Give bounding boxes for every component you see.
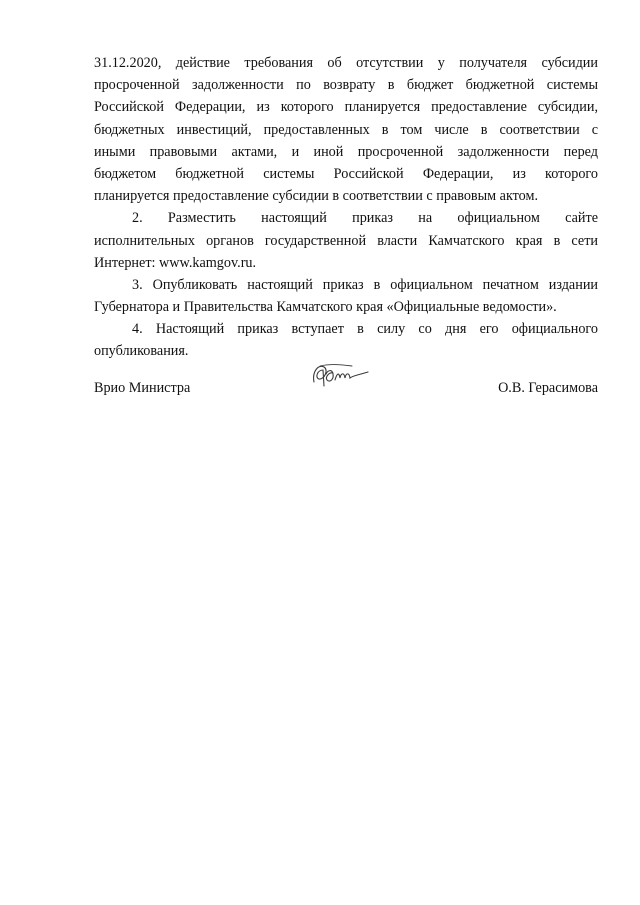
text-line: Губернатора и Правительства Камчатского края «Официальные ведомости».	[94, 299, 557, 316]
text-line: просроченной задолженности по возврату в бюджет бюджетной системы	[94, 77, 598, 94]
text-line: Российской Федерации, из которого планируется предоставление субсидии,	[94, 99, 598, 116]
text-line: планируется предоставление субсидии в соответствии с правовым актом.	[94, 188, 539, 205]
signatory-name: О.В. Герасимова	[498, 380, 598, 396]
text-line: Интернет: www.kamgov.ru.	[94, 254, 257, 271]
paragraph-item-2	[94, 207, 598, 274]
signature-block	[94, 372, 598, 404]
text-line: исполнительных органов государственной власти Камчатского края в сети	[94, 232, 598, 249]
text-line: иными правовыми актами, и иной просроченной задолженности перед	[94, 143, 598, 160]
text-line: бюджетом бюджетной системы Российской Федерации, из которого	[94, 165, 598, 182]
text-line: 2. Разместить настоящий приказ на официальном сайте	[132, 210, 598, 227]
paragraph-item-4	[94, 318, 598, 362]
paragraph-item-3	[94, 274, 598, 318]
text-line: 31.12.2020, действие требования об отсутствии у получателя субсидии	[94, 55, 598, 71]
document-body	[94, 52, 598, 363]
text-line: опубликования.	[94, 343, 189, 360]
text-line: 4. Настоящий приказ вступает в силу со дня его официального	[132, 321, 598, 338]
text-line: 3. Опубликовать настоящий приказ в официальном печатном издании	[132, 276, 598, 293]
handwritten-signature	[308, 358, 372, 394]
signatory-position: Врио Министра	[94, 380, 191, 396]
text-line: бюджетных инвестиций, предоставленных в том числе в соответствии с	[94, 121, 598, 138]
paragraph-continuation	[94, 52, 598, 207]
